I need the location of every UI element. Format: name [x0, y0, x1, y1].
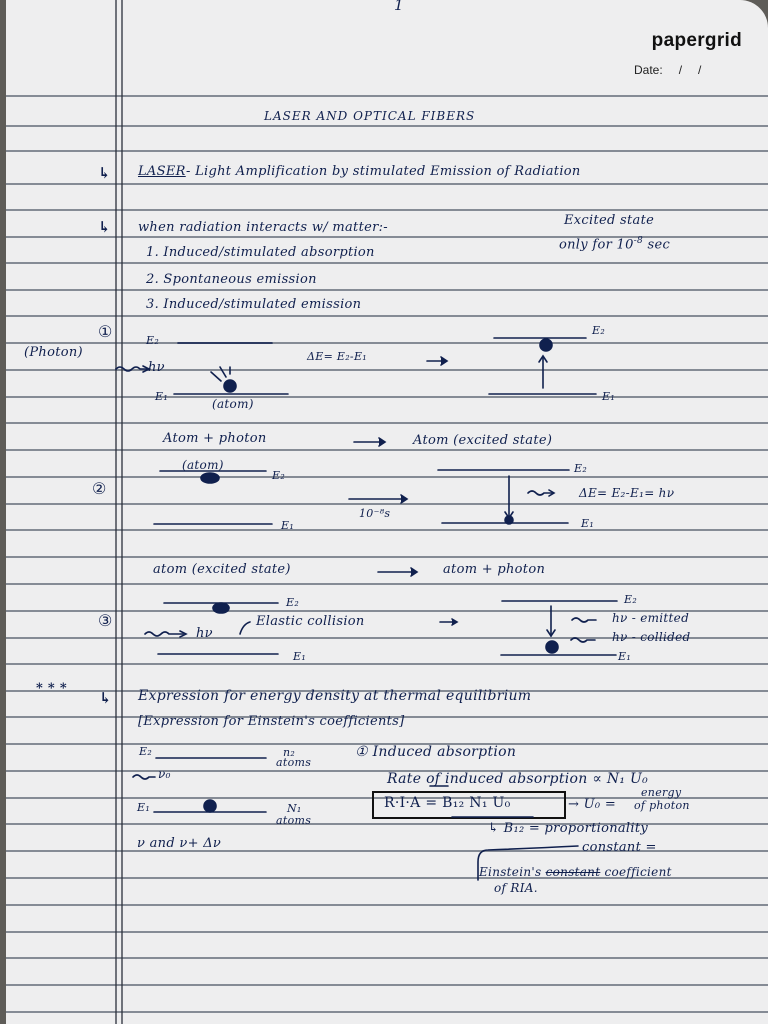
atom-dot: [201, 473, 219, 483]
level-e2-label: E₂: [272, 469, 286, 482]
laser-term: LASER: [138, 164, 186, 179]
excited-duration-exponent: -8: [633, 236, 644, 246]
energy-note: energy: [641, 786, 682, 799]
level-e2-label: E₂: [592, 324, 606, 337]
bracket-line: [478, 846, 578, 880]
reaction-left: atom (excited state): [153, 562, 291, 577]
reaction-right: Atom (excited state): [413, 433, 553, 448]
date-separator: /: [698, 63, 702, 77]
level-e1-label: E₁: [602, 390, 616, 403]
einstein-coefficient-note-line2: of RIA.: [494, 881, 538, 895]
collision-mark: [240, 622, 250, 634]
delta-e-formula: ΔE= E₂-E₁: [307, 350, 367, 363]
notebook-page: [6, 0, 768, 1024]
arrow-head: [411, 568, 417, 576]
importance-stars: * * *: [36, 681, 67, 696]
level-e2-label: E₂: [139, 745, 153, 758]
photon-wave: [528, 491, 552, 495]
b12-definition: ↳ B₁₂ = proportionality: [488, 821, 648, 836]
diagram-number: ①: [98, 322, 113, 341]
atom-dot: [540, 339, 552, 351]
page-title: LASER AND OPTICAL FIBERS: [264, 109, 476, 123]
energy-note: of photon: [634, 799, 690, 812]
diagram-number: ③: [98, 611, 113, 630]
photon-hv: hν: [148, 360, 165, 375]
interaction-item: 2. Spontaneous emission: [146, 272, 317, 287]
interaction-item: 3. Induced/stimulated emission: [146, 297, 362, 312]
rate-proportionality: Rate of induced absorption ∝ N₁ U₀: [387, 771, 649, 787]
level-e2-label: E₂: [146, 334, 160, 347]
level-e1-label: E₁: [581, 517, 595, 530]
atom-dot: [546, 641, 558, 653]
level-e1-label: E₁: [137, 801, 151, 814]
handdrawn-diagrams: [6, 0, 768, 1024]
arrow-head: [379, 438, 385, 446]
excited-duration-prefix: only for 10: [559, 237, 634, 253]
einstein-prefix: Einstein's: [479, 865, 542, 879]
induced-absorption-title: ① Induced absorption: [355, 744, 517, 760]
date-separator: /: [678, 63, 683, 77]
population-n2: n₂: [283, 746, 296, 759]
photon-wave: [133, 775, 155, 779]
arrow-head: [452, 619, 457, 625]
diagram-number: ②: [92, 479, 107, 498]
photon-wave: [571, 638, 595, 642]
page-number: 1: [394, 0, 404, 14]
brand-logo: papergrid: [651, 30, 742, 51]
level-e2-label: E₂: [286, 596, 300, 609]
frequency-range: ν and ν+ Δν: [137, 836, 222, 851]
atom-label: (atom): [182, 458, 224, 472]
level-e1-label: E₁: [293, 650, 307, 663]
emission-formula: ΔE= E₂-E₁= hν: [579, 486, 675, 500]
photon-label: (Photon): [24, 345, 83, 360]
atom-dot: [213, 603, 229, 613]
atom-dot: [204, 800, 216, 812]
arrow-head: [441, 357, 447, 365]
photon-wave: [145, 632, 183, 636]
photon-wave: [572, 618, 596, 622]
impact-strokes: [211, 367, 230, 381]
interaction-intro: when radiation interacts w/ matter:-: [138, 220, 388, 235]
energy-symbol: → U₀ =: [568, 797, 617, 812]
interaction-item: 1. Induced/stimulated absorption: [146, 245, 375, 260]
date-label: Date:: [634, 63, 663, 77]
section-subheading: [Expression for Einstein's coefficients]: [138, 714, 405, 729]
bullet-arrow: ↳: [98, 164, 111, 182]
atom-dot: [224, 380, 236, 392]
level-e1-label: E₁: [618, 650, 632, 663]
level-e1-label: E₁: [281, 519, 295, 532]
level-e2-label: E₂: [624, 593, 638, 606]
bullet-arrow: ↳: [99, 689, 112, 707]
excited-duration-unit: sec: [647, 237, 671, 253]
level-e1-label: E₁: [155, 390, 169, 403]
bullet-arrow: ↳: [98, 218, 111, 236]
collided-photon-label: hν - collided: [612, 630, 691, 644]
arrow-head: [401, 495, 407, 503]
struck-word: constant: [545, 865, 601, 879]
laser-expansion: - Light Amplification by stimulated Emission of Radiation: [186, 164, 581, 179]
photon-hv: hν: [196, 626, 213, 641]
population-n1-unit: atoms: [276, 814, 312, 827]
reaction-right: atom + photon: [443, 562, 546, 577]
level-e2-label: E₂: [574, 462, 588, 475]
elastic-collision-label: Elastic collision: [256, 614, 365, 629]
atom-dot: [505, 516, 513, 524]
einstein-suffix: coefficient: [604, 865, 672, 879]
section-heading: Expression for energy density at thermal equilibrium: [138, 688, 532, 704]
reaction-left: Atom + photon: [163, 431, 267, 446]
constant-label: constant =: [582, 840, 657, 855]
rate-equation: R·I·A = B₁₂ N₁ U₀: [384, 795, 511, 811]
emitted-photon-label: hν - emitted: [612, 611, 690, 625]
population-n2-unit: atoms: [276, 756, 312, 769]
photon-density: ν₀: [158, 767, 171, 781]
relaxation-time: 10⁻⁸s: [359, 507, 391, 520]
excited-note: Excited state: [564, 213, 655, 228]
atom-label: (atom): [212, 397, 254, 411]
population-n1: N₁: [287, 802, 302, 815]
